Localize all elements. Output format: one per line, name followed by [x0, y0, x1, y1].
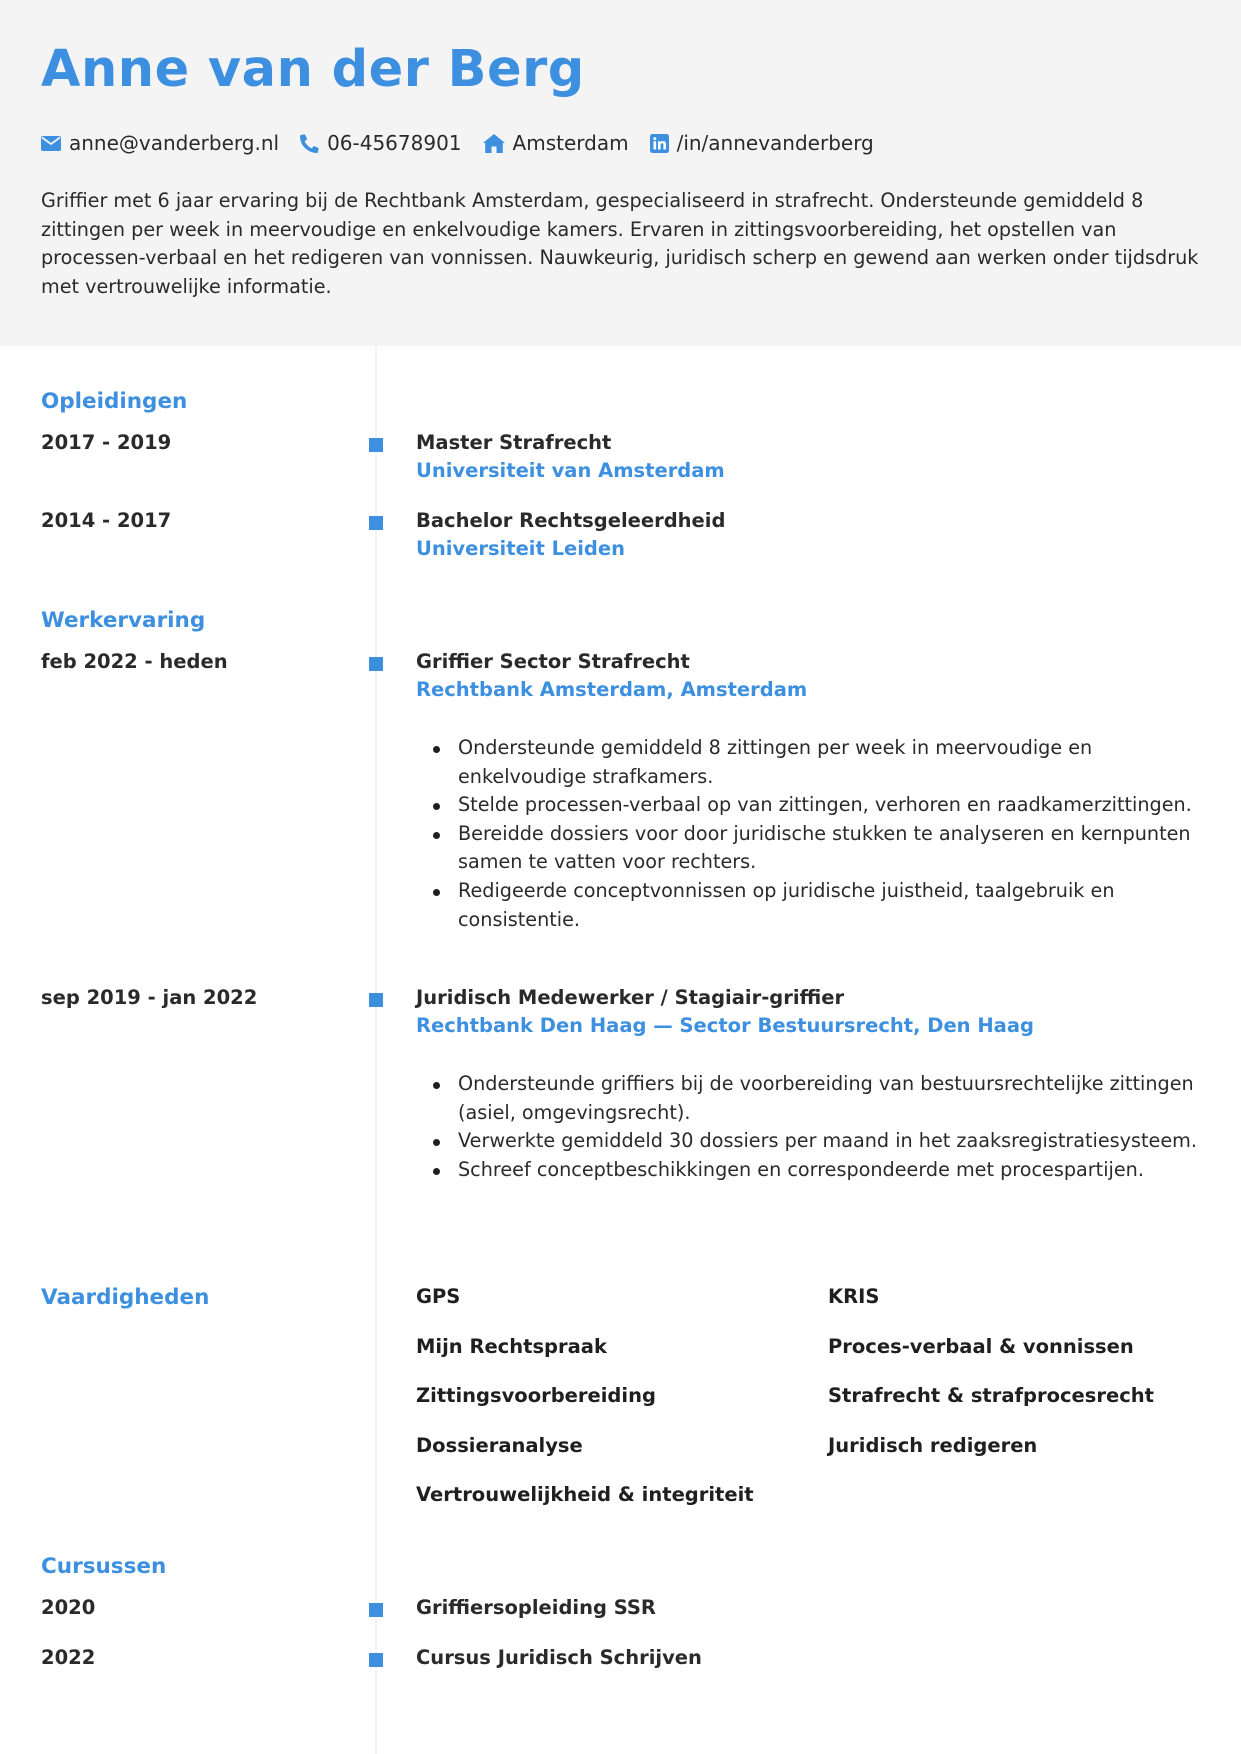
contact-linkedin[interactable] — [650, 131, 874, 155]
section-title-experience: Werkervaring — [41, 608, 206, 633]
list-item: Stelde processen-verbaal op van zittingen, verhoren en raadkamerzittingen. — [416, 791, 1201, 820]
education-degree: Master Strafrecht — [416, 431, 612, 454]
timeline-marker — [369, 657, 383, 671]
course-name: Cursus Juridisch Schrijven — [416, 1646, 702, 1669]
section-title-skills: Vaardigheden — [41, 1285, 210, 1310]
email-text: anne@vanderberg.nl — [69, 131, 280, 155]
experience-role: Griffier Sector Strafrecht — [416, 650, 690, 673]
skill-item: Strafrecht & strafprocesrecht — [828, 1384, 1154, 1407]
section-title-courses: Cursussen — [41, 1554, 167, 1579]
skill-item: Mijn Rechtspraak — [416, 1335, 607, 1358]
education-date: 2017 - 2019 — [41, 431, 172, 454]
list-item: Redigeerde conceptvonnissen op juridische juistheid, taalgebruik en consistentie. — [416, 877, 1201, 934]
phone-icon — [300, 134, 319, 153]
skill-item: Juridisch redigeren — [828, 1434, 1038, 1457]
experience-date: sep 2019 - jan 2022 — [41, 986, 258, 1009]
experience-employer: Rechtbank Amsterdam, Amsterdam — [416, 678, 808, 701]
skill-item: KRIS — [828, 1285, 880, 1308]
linkedin-icon — [650, 134, 669, 153]
list-item: Schreef conceptbeschikkingen en correspondeerde met procespartijen. — [416, 1156, 1201, 1185]
education-date: 2014 - 2017 — [41, 509, 172, 532]
course-name: Griffiersopleiding SSR — [416, 1596, 656, 1619]
timeline-marker — [369, 1653, 383, 1667]
skill-item: Proces-verbaal & vonnissen — [828, 1335, 1134, 1358]
experience-date: feb 2022 - heden — [41, 650, 228, 673]
timeline-marker — [369, 516, 383, 530]
list-item: Ondersteunde gemiddeld 8 zittingen per week in meervoudige en enkelvoudige strafkamers. — [416, 734, 1201, 791]
timeline-marker — [369, 993, 383, 1007]
education-school: Universiteit van Amsterdam — [416, 459, 725, 482]
section-title-education: Opleidingen — [41, 389, 188, 414]
envelope-icon — [41, 136, 61, 151]
candidate-name: Anne van der Berg — [41, 40, 585, 99]
contact-phone[interactable] — [300, 131, 461, 155]
contact-bar — [41, 128, 895, 158]
contact-email[interactable] — [41, 131, 279, 155]
experience-bullets — [416, 734, 1201, 934]
education-school: Universiteit Leiden — [416, 537, 625, 560]
list-item: Bereidde dossiers voor door juridische stukken te analyseren en kernpunten samen te vatten voor rechters. — [416, 820, 1201, 877]
course-date: 2022 — [41, 1646, 96, 1669]
skill-item: Vertrouwelijkheid & integriteit — [416, 1483, 754, 1506]
skill-item: Zittingsvoorbereiding — [416, 1384, 656, 1407]
location-text: Amsterdam — [512, 131, 629, 155]
list-item: Verwerkte gemiddeld 30 dossiers per maand in het zaaksregistratiesysteem. — [416, 1127, 1201, 1156]
linkedin-text: /in/annevanderberg — [676, 131, 874, 155]
skill-item: Dossieranalyse — [416, 1434, 583, 1457]
profile-summary: Griffier met 6 jaar ervaring bij de Rechtbank Amsterdam, gespecialiseerd in strafrecht. Ondersteunde gemiddeld 8 zittingen per week in meervoudige en enkelvoudige kamers. Ervaren in zittingsvoorbereiding, het opstellen van processen-verbaal en het redigeren van vonnissen. Nauwkeurig, juridisch scherp en gewend aan werken onder tijdsdruk met vertrouwelijke informatie. — [41, 189, 1199, 298]
experience-employer: Rechtbank Den Haag — Sector Bestuursrecht, Den Haag — [416, 1014, 1034, 1037]
contact-location — [483, 131, 629, 155]
timeline-divider — [375, 346, 377, 1754]
header — [0, 0, 1241, 346]
education-degree: Bachelor Rechtsgeleerdheid — [416, 509, 726, 532]
home-icon — [483, 134, 505, 153]
experience-bullets — [416, 1070, 1201, 1184]
timeline-marker — [369, 438, 383, 452]
course-date: 2020 — [41, 1596, 96, 1619]
experience-role: Juridisch Medewerker / Stagiair-griffier — [416, 986, 845, 1009]
skill-item: GPS — [416, 1285, 461, 1308]
list-item: Ondersteunde griffiers bij de voorbereiding van bestuursrechtelijke zittingen (asiel, omgevingsrecht). — [416, 1070, 1201, 1127]
timeline-marker — [369, 1603, 383, 1617]
phone-text: 06-45678901 — [327, 131, 462, 155]
